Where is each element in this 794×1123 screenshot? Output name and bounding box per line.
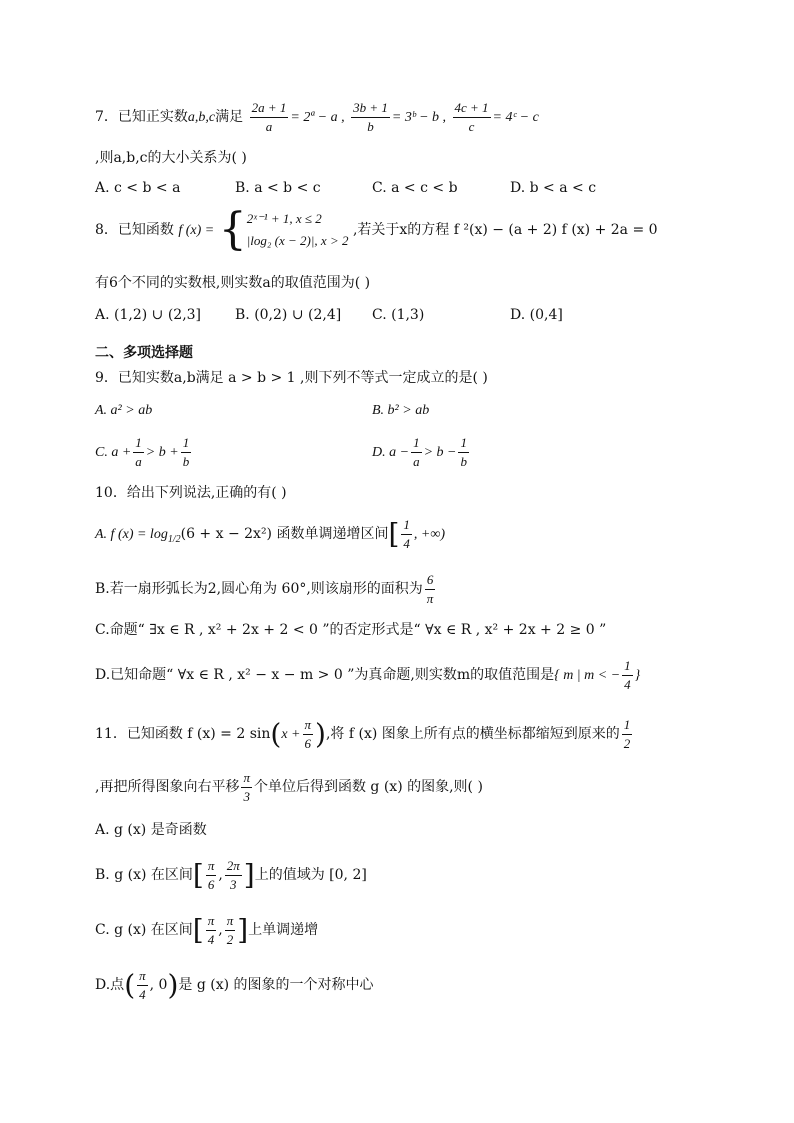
q7-frac1 [250, 100, 289, 134]
q11b-frac1 [206, 858, 217, 892]
q11d-frac [137, 968, 148, 1002]
q10a-frac [401, 517, 412, 551]
q7-eq3: = 4ᶜ − c [492, 110, 539, 126]
q11c-frac1 [206, 913, 217, 947]
q11-frac3-den: 3 [243, 788, 250, 804]
q8-tail: ,若关于x的方程 f ²(x) − (a + 2) f (x) + 2a = 0 [352, 222, 658, 238]
q10a-frac-num: 1 [401, 517, 412, 535]
q10a-bracket-close: , +∞) [413, 527, 445, 543]
q7-frac3 [453, 100, 491, 134]
q10-stem: 10．给出下列说法,正确的有( ) [95, 485, 287, 501]
q7-line2: ,则a,b,c的大小关系为( ) [95, 150, 247, 166]
q11-frac1 [303, 717, 314, 751]
q11b-frac2-num: 2π [225, 858, 242, 876]
q11b-frac1-num: π [206, 858, 217, 876]
q11-line2-a: ,再把所得图象向右平移 [95, 779, 240, 796]
q9c-frac-b [181, 435, 192, 469]
q10a-part2: (6 + x − 2x²) 函数单调递增区间 [180, 526, 389, 543]
q7-frac2-den: b [367, 118, 374, 134]
q7-option-b: B. a < b < c [235, 180, 321, 196]
q11b-frac2 [225, 858, 242, 892]
q8-case1: 2ˣ⁻¹ + 1, x ≤ 2 [246, 211, 322, 226]
q9c-part2: > b + [145, 445, 179, 461]
q9-option-b: B. b² > ab [372, 403, 430, 418]
q8-option-b: B. (0,2) ∪ (2,4] [235, 307, 342, 323]
q7-option-a: A. c < b < a [95, 180, 181, 196]
q9c-frac-a-den: a [135, 453, 142, 469]
q11-option-d: D.点( $\frac{\pi}{4}$ , 0)是 g (x) 的图象的一个对称中心 [95, 968, 374, 1002]
q7-label: 7．已知正实数 [95, 109, 188, 126]
q11-frac1-den: 6 [304, 735, 311, 751]
q8-brace: { [218, 204, 247, 255]
q7-option-c: C. a < c < b [372, 180, 458, 196]
q10d-set-open: { m | m < − [554, 668, 621, 684]
q11d-frac-den: 4 [139, 986, 146, 1002]
q10a-frac-den: 4 [403, 535, 410, 551]
q9c-frac-a-num: 1 [133, 435, 144, 453]
q11c-frac1-den: 4 [207, 931, 215, 947]
q11b-frac2-den: 3 [230, 876, 237, 892]
q11c-part2: 上单调递增 [248, 922, 319, 939]
q9d-frac-a-den: a [413, 453, 420, 469]
q9d-frac-a-num: 1 [411, 435, 422, 453]
section-heading: 二、多项选择题 [95, 345, 193, 361]
q11-frac3 [241, 770, 252, 804]
q11-part1: 11．已知函数 f (x) = 2 sin [95, 726, 271, 743]
q11-option-c: C. g (x) 在区间[ $\frac{\pi}{4}$ , $\frac{\pi}{2}$ ]上单调递增 [95, 913, 319, 947]
q11c-frac2-den: 2 [226, 931, 234, 947]
q11d-part3: 是 g (x) 的图象的一个对称中心 [178, 977, 374, 994]
q7-frac3-num: 4c + 1 [453, 100, 491, 118]
q7-stem [95, 100, 539, 134]
q10a-bracket-open: [ [388, 517, 400, 551]
q11-frac2-num: 1 [622, 717, 633, 735]
q8-fx: f (x) = [178, 223, 215, 238]
q10b-text: B.若一扇形弧长为2,圆心角为 60°,则该扇形的面积为 [95, 581, 423, 598]
q7-mid: 满足 [215, 109, 244, 126]
q9d-part1: D. a − [372, 445, 410, 461]
q9d-frac-b-num: 1 [458, 435, 469, 453]
q10-option-d [95, 658, 640, 692]
q9-option-a: A. a² > ab [95, 403, 153, 418]
q7-frac2-num: 3b + 1 [351, 100, 390, 118]
q11d-part2: , 0 [149, 977, 168, 994]
q11-option-b: B. g (x) 在区间[ $\frac{\pi}{6}$ , $\frac{2\pi}{3}$ ]上的值域为 [0, 2] [95, 858, 367, 892]
q8-line2: 有6个不同的实数根,则实数a的取值范围为( ) [95, 275, 371, 291]
q11b-part1: B. g (x) 在区间 [95, 867, 193, 884]
q7-frac3-den: c [468, 118, 475, 134]
q11d-frac-num: π [137, 968, 148, 986]
q8-stem [95, 204, 658, 255]
q11-inner: x + [281, 727, 301, 743]
q8-option-a: A. (1,2) ∪ (2,3] [95, 307, 202, 323]
q10a-log-base: 1/2 [167, 533, 181, 545]
q11c-frac2-num: π [225, 913, 236, 931]
q9-option-c [95, 435, 193, 469]
q9c-part1: C. a + [95, 445, 132, 461]
q11c-part1: C. g (x) 在区间 [95, 922, 193, 939]
q10d-frac-num: 1 [622, 658, 633, 676]
q11-line2 [95, 770, 483, 804]
q10-option-a [95, 517, 445, 551]
q11-part2: ,将 f (x) 图象上所有点的横坐标都缩短到原来的 [325, 726, 620, 743]
q11-frac1-num: π [303, 717, 314, 735]
q11-option-a: A. g (x) 是奇函数 [95, 822, 207, 838]
q9-stem: 9．已知实数a,b满足 a > b > 1 ,则下列不等式一定成立的是( ) [95, 370, 488, 386]
q10-option-b [95, 572, 437, 606]
q10d-frac [622, 658, 633, 692]
q9d-frac-b-den: b [460, 453, 467, 469]
q7-option-d: D. b < a < c [510, 180, 597, 196]
q11-stem: 11．已知函数 f (x) = 2 sin(x + $\frac{\pi}{6}$ ),将 f (x) 图象上所有点的横坐标都缩短到原来的 $\frac{1}{2}$ [95, 717, 631, 751]
q10b-frac-num: 6 [425, 572, 436, 590]
q10d-set-close: } [634, 668, 641, 684]
q9d-frac-b [458, 435, 469, 469]
q11-frac3-num: π [241, 770, 252, 788]
q11-frac2-den: 2 [623, 735, 631, 751]
q11c-frac2 [225, 913, 236, 947]
q7-eq2: = 3ᵇ − b , [391, 110, 447, 126]
q11b-frac1-den: 6 [207, 876, 215, 892]
q7-frac1-num: 2a + 1 [250, 100, 289, 118]
q10a-part1: A. f (x) = log [95, 527, 168, 543]
q11b-part2: 上的值域为 [0, 2] [254, 867, 367, 884]
q9d-part2: > b − [423, 445, 457, 461]
q8-case2: |log₂ (x − 2)|, x > 2 [246, 233, 349, 248]
q7-frac2 [351, 100, 390, 134]
q10d-frac-den: 4 [624, 676, 631, 692]
q10d-text: D.已知命题“ ∀x ∈ R , x² − x − m > 0 ”为真命题,则实数m的取值范围是 [95, 667, 555, 684]
q11c-frac1-num: π [206, 913, 217, 931]
q9c-frac-b-den: b [182, 453, 190, 469]
q11d-part1: D.点 [95, 977, 125, 994]
q8-cases [247, 208, 349, 252]
q8-option-d: D. (0,4] [510, 307, 563, 323]
q9c-frac-a [133, 435, 144, 469]
q7-frac1-den: a [265, 118, 273, 134]
q9-option-d [372, 435, 471, 469]
q7-eq1: = 2ª − a , [290, 110, 345, 126]
q7-vars: a,b,c [187, 110, 216, 126]
q11-line2-b: 个单位后得到函数 g (x) 的图象,则( ) [253, 779, 483, 796]
q8-option-c: C. (1,3) [372, 307, 425, 323]
q11-frac2 [622, 717, 633, 751]
q10-option-c: C.命题“ ∃x ∈ R , x² + 2x + 2 < 0 ”的否定形式是“ ∀x ∈ R , x² + 2x + 2 ≥ 0 ” [95, 622, 607, 638]
q10b-frac [425, 572, 436, 606]
q9c-frac-b-num: 1 [181, 435, 192, 453]
q10b-frac-den: π [426, 590, 434, 606]
q8-label: 8．已知函数 [95, 222, 174, 238]
q9d-frac-a [411, 435, 422, 469]
